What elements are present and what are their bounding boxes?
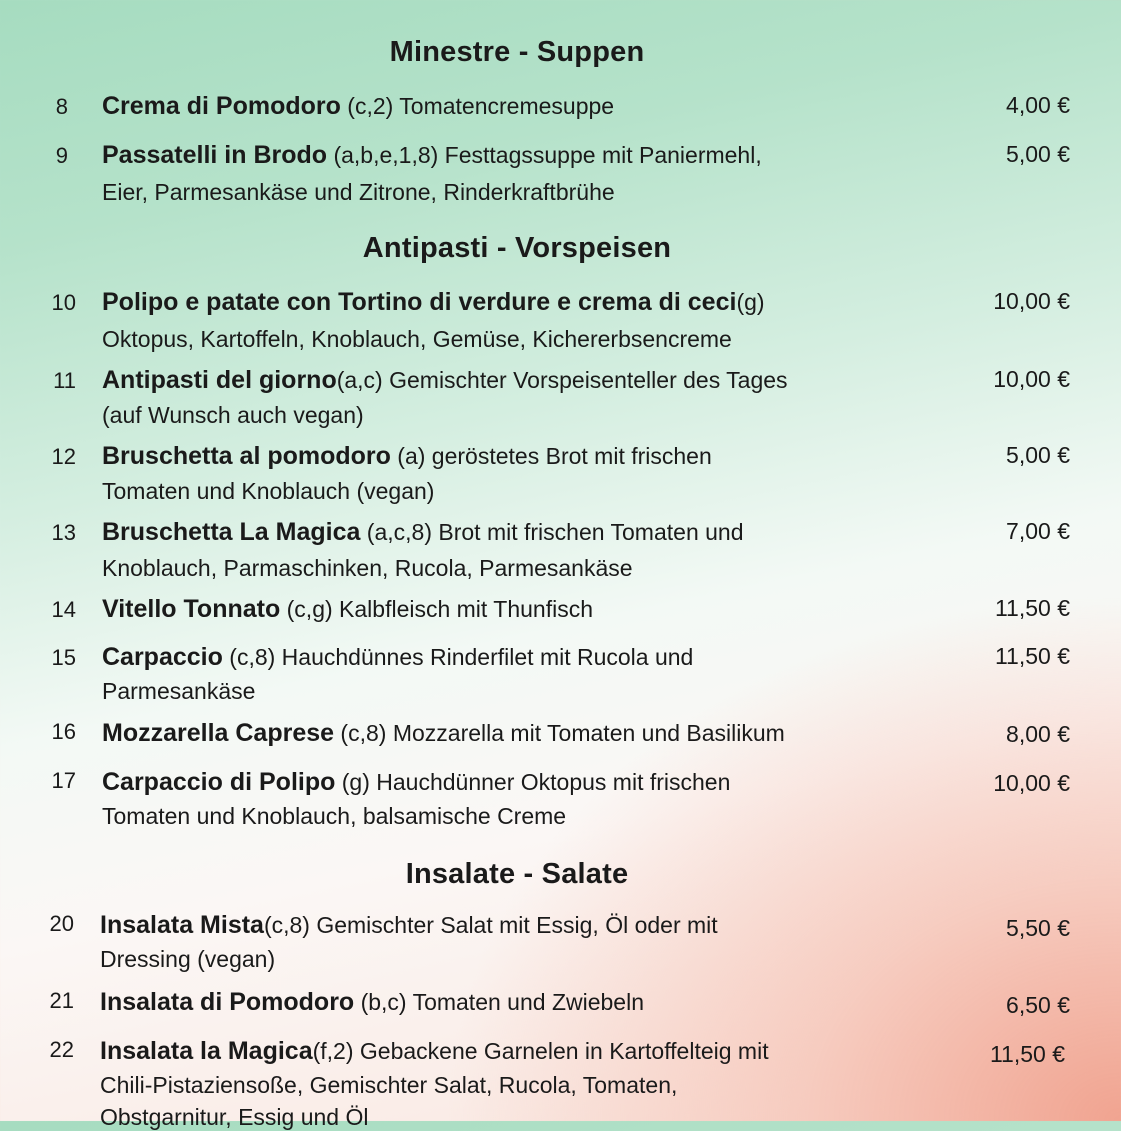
item-number: 9 — [55, 143, 68, 168]
item-description: Brot mit frischen Tomaten und — [432, 519, 744, 545]
item-line-1 — [102, 595, 593, 624]
item-description: Tomaten und Zwiebeln — [406, 989, 644, 1015]
item-allergens: (a,c) — [336, 367, 383, 393]
item-number: 20 — [49, 911, 74, 936]
item-allergens: (c,g) — [280, 596, 333, 622]
item-description-line-2: Tomaten und Knoblauch, balsamische Creme — [102, 803, 567, 829]
item-price: 6,50 € — [1006, 992, 1070, 1018]
item-line-1 — [102, 288, 765, 317]
item-name: Insalata Mista — [100, 911, 264, 939]
item-name: Carpaccio di Polipo — [102, 768, 336, 796]
item-price: 11,50 € — [994, 595, 1070, 621]
item-line-1 — [102, 442, 712, 471]
item-description-line-2: Tomaten und Knoblauch (vegan) — [102, 478, 435, 504]
item-name: Vitello Tonnato — [102, 595, 281, 623]
item-description: Gemischter Salat mit Essig, Öl oder mit — [309, 912, 718, 938]
section-title-suppen: Minestre - Suppen — [389, 36, 645, 68]
item-line-1 — [102, 366, 788, 395]
item-number: 15 — [51, 645, 76, 670]
item-number: 10 — [51, 290, 76, 315]
item-allergens: (g) — [736, 289, 765, 315]
item-number: 13 — [51, 520, 76, 545]
item-description: Hauchdünner Oktopus mit frischen — [369, 769, 731, 795]
item-name: Mozzarella Caprese — [102, 719, 335, 747]
item-price: 10,00 € — [993, 366, 1070, 392]
item-number: 8 — [55, 94, 68, 119]
item-description-line-2: Parmesankäse — [102, 678, 256, 704]
item-line-1 — [102, 92, 614, 121]
item-allergens: (g) — [335, 769, 370, 795]
item-line-1 — [102, 518, 744, 547]
section-title-salate: Insalate - Salate — [405, 858, 629, 890]
item-price: 5,00 € — [1006, 442, 1070, 468]
item-allergens: (a,c,8) — [360, 519, 432, 545]
item-allergens: (a,b,e,1,8) — [327, 142, 439, 168]
item-name: Insalata di Pomodoro — [100, 988, 355, 1016]
item-price: 4,00 € — [1006, 92, 1070, 118]
item-number: 21 — [49, 988, 74, 1013]
item-number: 11 — [53, 368, 76, 393]
item-description: Kalbfleisch mit Thunfisch — [332, 596, 593, 622]
item-line-1 — [102, 643, 693, 672]
item-description-line-2: Dressing (vegan) — [100, 946, 276, 972]
item-price: 8,00 € — [1006, 721, 1070, 747]
item-description-line-3: Obstgarnitur, Essig und Öl — [100, 1104, 369, 1130]
item-price: 10,00 € — [993, 770, 1070, 796]
item-description-line-2: Oktopus, Kartoffeln, Knoblauch, Gemüse, Kichererbsencreme — [102, 326, 732, 352]
item-number: 17 — [51, 768, 76, 793]
item-description: Festtagssuppe mit Paniermehl, — [438, 142, 762, 168]
item-description: Tomatencremesuppe — [393, 93, 615, 119]
item-price: 11,50 € — [994, 643, 1070, 669]
item-price: 10,00 € — [993, 288, 1070, 314]
item-number: 12 — [51, 444, 76, 469]
item-name: Bruschetta al pomodoro — [102, 442, 391, 470]
item-allergens: (c,8) — [263, 912, 310, 938]
item-description-line-2: (auf Wunsch auch vegan) — [102, 402, 364, 428]
item-price: 11,50 € — [989, 1041, 1065, 1067]
item-price: 5,50 € — [1006, 915, 1070, 941]
item-name: Crema di Pomodoro — [102, 92, 341, 120]
item-price: 7,00 € — [1006, 518, 1070, 544]
item-description-line-2: Eier, Parmesankäse und Zitrone, Rinderkraftbrühe — [102, 179, 615, 205]
item-name: Passatelli in Brodo — [102, 141, 328, 169]
item-description: Gemischter Vorspeisenteller des Tages — [382, 367, 788, 393]
item-price: 5,00 € — [1006, 141, 1070, 167]
section-title-vorspeisen: Antipasti - Vorspeisen — [362, 232, 672, 264]
item-allergens: (c,8) — [334, 720, 387, 746]
item-description-line-2: Chili-Pistaziensoße, Gemischter Salat, Rucola, Tomaten, — [100, 1072, 678, 1098]
item-name: Antipasti del giorno — [102, 366, 337, 394]
item-number: 22 — [49, 1037, 74, 1062]
item-allergens: (c,8) — [222, 644, 276, 670]
item-line-1 — [102, 768, 730, 797]
item-name: Insalata la Magica — [100, 1037, 313, 1065]
item-name: Carpaccio — [102, 643, 223, 671]
item-description: Gebackene Garnelen in Kartoffelteig mit — [353, 1038, 769, 1064]
item-line-1 — [100, 1037, 769, 1066]
item-allergens: (c,2) — [340, 93, 394, 119]
item-description: Mozzarella mit Tomaten und Basilikum — [386, 720, 785, 746]
item-number: 16 — [51, 719, 76, 744]
item-line-1 — [100, 911, 718, 940]
item-line-1 — [102, 141, 762, 170]
item-description: geröstetes Brot mit frischen — [425, 443, 712, 469]
item-number: 14 — [51, 597, 76, 622]
item-line-1 — [100, 988, 644, 1017]
item-description-line-2: Knoblauch, Parmaschinken, Rucola, Parmesankäse — [102, 555, 633, 581]
item-allergens: (b,c) — [354, 989, 407, 1015]
item-line-1 — [102, 719, 785, 748]
item-name: Polipo e patate con Tortino di verdure e crema di ceci — [102, 288, 737, 316]
item-allergens: (f,2) — [312, 1038, 354, 1064]
item-description: Hauchdünnes Rinderfilet mit Rucola und — [275, 644, 694, 670]
item-name: Bruschetta La Magica — [102, 518, 361, 546]
item-allergens: (a) — [390, 443, 426, 469]
